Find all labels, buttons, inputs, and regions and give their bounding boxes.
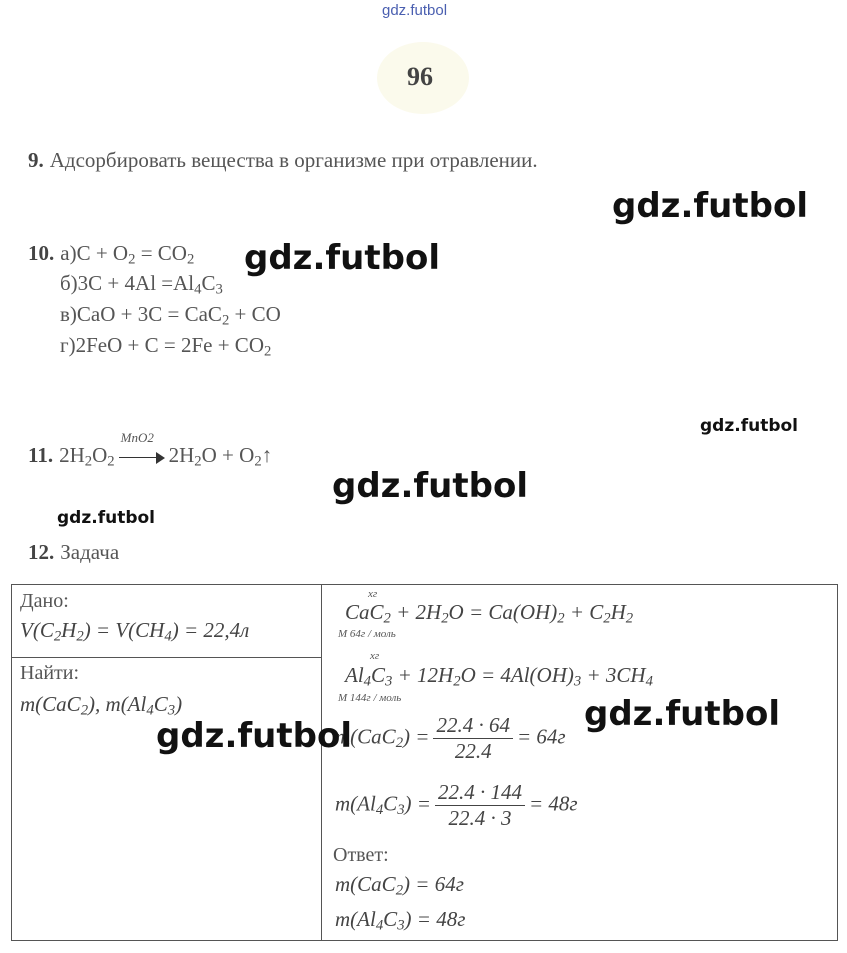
task-11-number: 11. <box>28 443 54 467</box>
molar-mass-cac2: M 64г / моль <box>338 628 396 640</box>
find-label: Найти: <box>20 662 80 684</box>
task-12 <box>28 540 119 565</box>
watermark: gdz.futbol <box>612 186 808 226</box>
fraction-cac2 <box>433 713 513 764</box>
reaction-d: $г)2FeO + C = 2Fe + CO_2$ <box>60 333 272 360</box>
task-12-number: 12. <box>28 540 55 564</box>
task-9-number: 9. <box>28 148 44 172</box>
watermark: gdz.futbol <box>584 694 780 734</box>
fraction-al4c3-numerator: 22.4 · 144 <box>435 780 525 806</box>
task-10-line-a <box>28 241 194 269</box>
answer-label: Ответ: <box>333 844 389 866</box>
reaction-c: в)CaO + 3C = CaC$_2$ + CO <box>60 302 281 329</box>
calc-mass-al4c3: $m(Al_4C_3)$ = $\frac{22.4 \cdot 144}{22.4 \cdot 3}$ = 48г <box>335 780 578 830</box>
fraction-al4c3-denominator: 22.4 · 3 <box>448 806 512 830</box>
reaction-cac2: $CaC_2 + 2H_2O = Ca(OH)_2 + C_2H_2$ <box>345 600 634 627</box>
find-quantities: m(CaC$_2$), $m(Al_4C_3)$ <box>20 692 183 719</box>
reaction-al4c3: $Al_4C_3 + 12H_2O = 4Al(OH)_3 + 3CH_4$ <box>345 663 653 690</box>
answer-cac2: m(CaC$_2$) = 64г <box>335 872 464 899</box>
given-label: Дано: <box>20 590 69 612</box>
watermark: gdz.futbol <box>57 508 155 528</box>
x-mark-1: xг <box>368 588 378 600</box>
watermark: gdz.futbol <box>700 416 798 436</box>
task-11: 11. $2H_2O_2$ MnO2 $2H_2O$ + $O_2↑$ <box>28 430 273 470</box>
watermark: gdz.futbol <box>332 466 528 506</box>
calc-mass-cac2: m(CaC$_2$) = $\frac{22.4 \cdot 64}{22.4}$ = 64г <box>335 713 566 763</box>
x-mark-2: xг <box>370 650 380 662</box>
task-10-number: 10. <box>28 241 55 265</box>
result-cac2: = 64г <box>516 724 566 749</box>
site-label[interactable]: gdz.futbol <box>382 2 448 19</box>
task-12-title: Задача <box>60 540 120 564</box>
answer-al4c3: $m(Al_4C_3) = 48г$ <box>335 907 466 934</box>
fraction-cac2-numerator: 22.4 · 64 <box>433 713 513 739</box>
given-equation: $V(C_2H_2) = V(CH_4) = 22,4л$ <box>20 618 250 645</box>
task-9 <box>28 148 538 173</box>
fraction-al4c3 <box>435 780 525 831</box>
reaction-a: $а)C + O_2 = CO_2$ <box>60 241 195 268</box>
result-al4c3: = 48г <box>528 791 578 816</box>
reaction-b: $б)3C + 4Al =Al_4C_3$ <box>60 271 223 298</box>
catalyst-label: MnO2 <box>120 430 154 446</box>
table-vertical-divider <box>321 584 322 941</box>
page-number: 96 <box>407 62 433 91</box>
fraction-cac2-denominator: 22.4 <box>454 739 492 763</box>
catalyst-arrow <box>119 430 165 466</box>
watermark: gdz.futbol <box>244 238 440 278</box>
watermark: gdz.futbol <box>156 716 352 756</box>
table-horizontal-divider <box>11 657 322 658</box>
molar-mass-al4c3: M 144г / моль <box>338 692 402 704</box>
task-9-text: Адсорбировать вещества в организме при отравлении. <box>49 148 538 172</box>
